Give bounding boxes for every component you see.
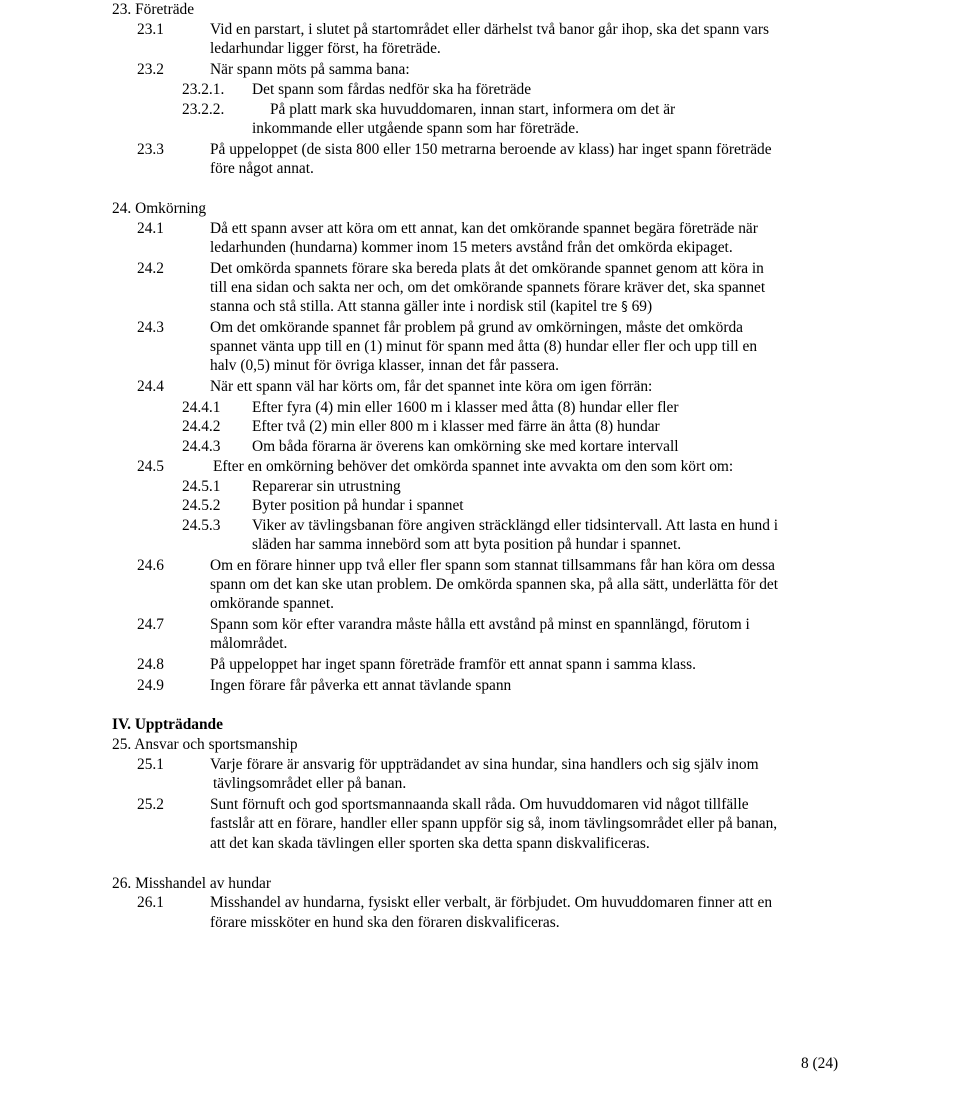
clause-text: På uppeloppet (de sista 800 eller 150 metrarna beroende av klass) har inget spann företräde xyxy=(210,141,772,158)
section-24-heading: 24. Omkörning xyxy=(112,200,207,217)
clause-text: ledarhundar ligger först, ha företräde. xyxy=(210,40,441,57)
clause-text: förare missköter en hund ska den föraren diskvalificeras. xyxy=(210,914,560,931)
section-26-heading: 26. Misshandel av hundar xyxy=(112,875,272,892)
clause-number: 25.2 xyxy=(137,796,164,813)
subclause-text: släden har samma innebörd som att byta position på hundar i spannet. xyxy=(252,536,682,553)
clause-text: På uppeloppet har inget spann företräde framför ett annat spann i samma klass. xyxy=(210,656,696,673)
clause-text-part: 69) xyxy=(631,298,653,315)
clause-number: 24.5 xyxy=(137,458,164,475)
clause-text: spannet vänta upp till en (1) minut för spann med åtta (8) hundar eller fler och upp till en xyxy=(210,338,758,355)
clause-text: Det omkörda spannets förare ska bereda plats åt det omkörande spannet genom att köra in xyxy=(210,260,764,277)
clause-number: 23.3 xyxy=(137,141,164,158)
clause-number: 26.1 xyxy=(137,894,164,911)
clause-text: målområdet. xyxy=(210,635,288,652)
subclause-number: 24.4.3 xyxy=(182,438,221,455)
clause-text: Om det omkörande spannet får problem på grund av omkörningen, måste det omkörda xyxy=(210,319,743,336)
clause-text: Misshandel av hundarna, fysiskt eller verbalt, är förbjudet. Om huvuddomaren finner att en xyxy=(210,894,773,911)
clause-text: före något annat. xyxy=(210,160,314,177)
clause-text: till ena sidan och sakta ner och, om det omkörande spannets förare kräver det, ska spannet xyxy=(210,279,766,296)
clause-number: 24.2 xyxy=(137,260,164,277)
clause-text: fastslår att en förare, handler eller spann uppför sig så, inom tävlingsområdet eller på banan, xyxy=(210,815,778,832)
clause-text: Då ett spann avser att köra om ett annat, kan det omkörande spannet begära företräde när xyxy=(210,220,758,237)
subclause-text: inkommande eller utgående spann som har företräde. xyxy=(252,120,579,137)
subclause-number: 23.2.1. xyxy=(182,81,225,98)
clause-text: Efter en omkörning behöver det omkörda spannet inte avvakta om den som kört om: xyxy=(213,458,734,475)
clause-text: När ett spann väl har körts om, får det spannet inte köra om igen förrän: xyxy=(210,378,653,395)
clause-text: När spann möts på samma bana: xyxy=(210,61,410,78)
clause-text: Spann som kör efter varandra måste hålla ett avstånd på minst en spannlängd, förutom i xyxy=(210,616,750,633)
clause-text: Sunt förnuft och god sportsmannaanda skall råda. Om huvuddomaren vid något tillfälle xyxy=(210,796,749,813)
subclause-text: Reparerar sin utrustning xyxy=(252,478,401,495)
subclause-text: Viker av tävlingsbanan före angiven sträcklängd eller tidsintervall. Att lasta en hund i xyxy=(252,517,779,534)
clause-text: Om en förare hinner upp två eller fler spann som stannat tillsammans får han köra om dessa xyxy=(210,557,776,574)
subclause-number: 24.4.2 xyxy=(182,418,221,435)
clause-number: 24.1 xyxy=(137,220,164,237)
clause-text: ledarhunden (hundarna) kommer inom 15 meters avstånd från det omkörda ekipaget. xyxy=(210,239,733,256)
section-sign-icon: § xyxy=(621,300,628,315)
subclause-number: 23.2.2. xyxy=(182,101,225,118)
subclause-text: Efter två (2) min eller 800 m i klasser med färre än åtta (8) hundar xyxy=(252,418,660,435)
subclause-text: Om båda förarna är överens kan omkörning ske med kortare intervall xyxy=(252,438,679,455)
clause-text: spann om det kan ske utan problem. De omkörda spannen ska, på alla sätt, underlätta för det xyxy=(210,576,779,593)
clause-text: Varje förare är ansvarig för uppträdandet av sina hundar, sina handlers och sig själv inom xyxy=(210,756,759,773)
clause-number: 24.7 xyxy=(137,616,164,633)
clause-number: 24.6 xyxy=(137,557,164,574)
clause-text: Vid en parstart, i slutet på startområdet eller därhelst två banor går ihop, ska det spann vars xyxy=(210,21,769,38)
clause-number: 25.1 xyxy=(137,756,164,773)
clause-number: 24.4 xyxy=(137,378,164,395)
clause-number: 24.8 xyxy=(137,656,164,673)
section-23-heading: 23. Företräde xyxy=(112,1,195,18)
subclause-number: 24.5.1 xyxy=(182,478,221,495)
subclause-text: Det spann som fårdas nedför ska ha företräde xyxy=(252,81,532,98)
subclause-text: På platt mark ska huvuddomaren, innan start, informera om det är xyxy=(270,101,676,118)
clause-number: 24.9 xyxy=(137,677,164,694)
clause-text: att det kan skada tävlingen eller sporten ska detta spann diskvalificeras. xyxy=(210,835,650,852)
clause-text: tävlingsområdet eller på banan. xyxy=(213,775,407,792)
clause-text: Ingen förare får påverka ett annat tävlande spann xyxy=(210,677,512,694)
clause-text: omkörande spannet. xyxy=(210,595,334,612)
clause-number: 23.1 xyxy=(137,21,164,38)
subclause-text: Efter fyra (4) min eller 1600 m i klasser med åtta (8) hundar eller fler xyxy=(252,399,679,416)
section-25-heading: 25. Ansvar och sportsmanship xyxy=(112,736,298,753)
clause-text: halv (0,5) minut för övriga klasser, innan det får passera. xyxy=(210,357,559,374)
subclause-number: 24.4.1 xyxy=(182,399,221,416)
clause-number: 24.3 xyxy=(137,319,164,336)
clause-text xyxy=(210,297,652,317)
subclause-text: Byter position på hundar i spannet xyxy=(252,497,464,514)
page-number: 8 (24) xyxy=(801,1055,839,1072)
clause-number: 23.2 xyxy=(137,61,164,78)
subclause-number: 24.5.3 xyxy=(182,517,221,534)
clause-text-part: stanna och stå stilla. Att stanna gäller inte i nordisk stil (kapitel tre xyxy=(210,298,618,315)
subclause-number: 24.5.2 xyxy=(182,497,221,514)
part-iv-heading: IV. Uppträdande xyxy=(112,716,223,733)
